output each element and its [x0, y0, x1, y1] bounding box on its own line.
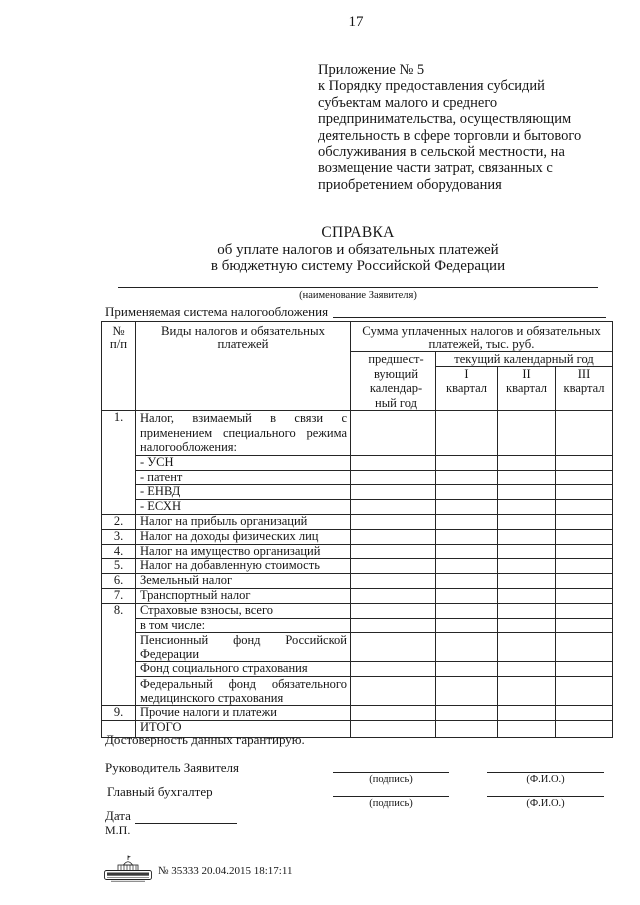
amount-q1-cell	[436, 720, 498, 737]
row-number: 8.	[102, 603, 136, 705]
tax-type-cell: Фонд социального страхования	[136, 662, 351, 677]
appendix-line: предпринимательства, осуществляющим	[318, 111, 572, 128]
header-text: календар-	[369, 381, 423, 395]
amount-q2-cell	[498, 633, 556, 662]
tax-type-cell: в том числе:	[136, 618, 351, 633]
amount-prev-year-cell	[351, 470, 436, 485]
amount-q3-cell	[556, 411, 613, 456]
table-row	[102, 514, 613, 529]
amount-q1-cell	[436, 411, 498, 456]
amount-q3-cell	[556, 485, 613, 500]
tax-type-cell: Земельный налог	[136, 574, 351, 589]
tax-type-cell: Страховые взносы, всего	[136, 603, 351, 618]
header-text: Виды налогов и обязательных	[161, 324, 325, 338]
tax-type-cell	[136, 676, 351, 705]
total-label-cell: ИТОГО	[136, 720, 351, 737]
tax-type-line: Пенсионный фонд Российской	[140, 633, 347, 647]
amount-q1-cell	[436, 633, 498, 662]
row-number: 9.	[102, 705, 136, 720]
amount-q3-cell	[556, 470, 613, 485]
amount-prev-year-cell	[351, 499, 436, 514]
appendix-line: деятельность в сфере торговли и бытового	[318, 127, 582, 144]
header-number-cell	[102, 322, 136, 411]
building-emblem-icon	[103, 855, 153, 882]
header-tax-type-cell	[136, 322, 351, 411]
amount-q2-cell	[498, 589, 556, 604]
table-row	[102, 529, 613, 544]
tax-type-cell: Налог на доходы физических лиц	[136, 529, 351, 544]
tax-type-line: налогообложения:	[140, 440, 237, 454]
header-q2-cell	[498, 367, 556, 411]
row-number: 5.	[102, 559, 136, 574]
amount-q1-cell	[436, 705, 498, 720]
amount-q3-cell	[556, 499, 613, 514]
tax-type-cell	[136, 411, 351, 456]
tax-type-line: Налог, взимаемый в связи с	[140, 411, 347, 425]
row-number: 1.	[102, 411, 136, 515]
tax-type-cell	[136, 633, 351, 662]
amount-q1-cell	[436, 603, 498, 618]
amount-q3-cell	[556, 676, 613, 705]
amount-q3-cell	[556, 720, 613, 737]
table-row	[102, 705, 613, 720]
amount-q1-cell	[436, 589, 498, 604]
amount-q3-cell	[556, 618, 613, 633]
amount-q1-cell	[436, 676, 498, 705]
amount-prev-year-cell	[351, 456, 436, 471]
table-row	[102, 470, 613, 485]
row-number: 6.	[102, 574, 136, 589]
signature-caption: (подпись)	[369, 774, 413, 785]
amount-prev-year-cell	[351, 589, 436, 604]
amount-prev-year-cell	[351, 618, 436, 633]
amount-q2-cell	[498, 470, 556, 485]
amount-q3-cell	[556, 559, 613, 574]
amount-q3-cell	[556, 589, 613, 604]
tax-type-line: Федерации	[140, 647, 200, 661]
applicant-name-field	[118, 287, 598, 288]
amount-q2-cell	[498, 720, 556, 737]
amount-prev-year-cell	[351, 676, 436, 705]
header-text: №	[112, 324, 125, 338]
head-signature-field	[333, 772, 449, 773]
amount-prev-year-cell	[351, 514, 436, 529]
header-text: п/п	[109, 337, 128, 351]
amount-q2-cell	[498, 499, 556, 514]
table-row	[102, 485, 613, 500]
amount-prev-year-cell	[351, 720, 436, 737]
date-field	[135, 823, 237, 824]
accountant-signature-field	[333, 796, 449, 797]
tax-system-field	[333, 317, 606, 318]
tax-type-line: Федеральный фонд обязательного	[140, 676, 347, 691]
amount-q2-cell	[498, 662, 556, 677]
row-number: 3.	[102, 529, 136, 544]
header-text: платежей, тыс. руб.	[428, 337, 535, 351]
row-number: 4.	[102, 544, 136, 559]
amount-q3-cell	[556, 633, 613, 662]
name-caption: (Ф.И.О.)	[526, 798, 565, 809]
header-current-year-cell: текущий календарный год	[436, 352, 613, 367]
header-text: III	[577, 367, 591, 382]
header-text: Сумма уплаченных налогов и обязательных	[362, 324, 601, 338]
table-row	[102, 633, 613, 662]
document-title-block	[118, 225, 598, 275]
tax-type-cell: Налог на добавленную стоимость	[136, 559, 351, 574]
appendix-line: возмещение части затрат, связанных с	[318, 160, 553, 177]
header-prev-year-cell	[351, 352, 436, 411]
header-text: квартал	[506, 381, 547, 396]
appendix-line: Приложение № 5	[318, 62, 425, 78]
amount-q2-cell	[498, 705, 556, 720]
table-row	[102, 559, 613, 574]
table-row	[102, 662, 613, 677]
amount-q2-cell	[498, 456, 556, 471]
registration-stamp-text: № 35333 20.04.2015 18:17:11	[158, 865, 293, 877]
amount-q3-cell	[556, 574, 613, 589]
amount-q2-cell	[498, 676, 556, 705]
tax-type-cell: - патент	[136, 470, 351, 485]
header-text: предшест-	[368, 352, 424, 366]
amount-prev-year-cell	[351, 633, 436, 662]
document-subtitle-line: в бюджетную систему Российской Федерации	[210, 258, 506, 274]
amount-q3-cell	[556, 514, 613, 529]
amount-q1-cell	[436, 618, 498, 633]
amount-prev-year-cell	[351, 705, 436, 720]
tax-type-cell: Налог на прибыль организаций	[136, 514, 351, 529]
head-name-field	[487, 772, 604, 773]
header-q3-cell	[556, 367, 613, 411]
amount-q2-cell	[498, 485, 556, 500]
table-row	[102, 499, 613, 514]
tax-type-cell: Налог на имущество организаций	[136, 544, 351, 559]
amount-q2-cell	[498, 514, 556, 529]
row-number: 2.	[102, 514, 136, 529]
tax-type-cell: - ЕНВД	[136, 485, 351, 500]
header-q1-cell	[436, 367, 498, 411]
tax-type-cell: Транспортный налог	[136, 589, 351, 604]
amount-q3-cell	[556, 544, 613, 559]
tax-type-cell: Прочие налоги и платежи	[136, 705, 351, 720]
appendix-line: приобретением оборудования	[318, 176, 502, 193]
tax-type-line: медицинского страхования	[140, 690, 284, 705]
appendix-line: к Порядку предоставления субсидий	[318, 78, 545, 95]
name-caption: (Ф.И.О.)	[526, 774, 565, 785]
amount-q2-cell	[498, 411, 556, 456]
row-number: 7.	[102, 589, 136, 604]
amount-q3-cell	[556, 705, 613, 720]
accountant-name-field	[487, 796, 604, 797]
table-row	[102, 456, 613, 471]
amount-prev-year-cell	[351, 544, 436, 559]
amount-q2-cell	[498, 544, 556, 559]
tax-system-label: Применяемая система налогообложения	[105, 304, 329, 319]
document-title: СПРАВКА	[321, 224, 395, 241]
header-text: ный год	[375, 395, 417, 410]
header-text: вующий	[373, 366, 419, 381]
table-row	[102, 574, 613, 589]
amount-q2-cell	[498, 603, 556, 618]
amount-q1-cell	[436, 559, 498, 574]
amount-q3-cell	[556, 662, 613, 677]
amount-q2-cell	[498, 559, 556, 574]
appendix-line: субъектам малого и среднего	[318, 94, 498, 111]
amount-q2-cell	[498, 529, 556, 544]
amount-q1-cell	[436, 499, 498, 514]
applicant-name-caption: (наименование Заявителя)	[299, 290, 417, 301]
table-row	[102, 544, 613, 559]
tax-payments-table	[101, 321, 613, 738]
date-label: Дата	[105, 808, 131, 823]
amount-q1-cell	[436, 529, 498, 544]
table-header-row	[102, 322, 613, 352]
header-text: платежей	[217, 337, 269, 351]
appendix-line: обслуживания в сельской местности, на	[318, 144, 565, 161]
table-row	[102, 411, 613, 456]
head-signature-label: Руководитель Заявителя	[105, 760, 240, 775]
amount-q1-cell	[436, 470, 498, 485]
guarantee-statement: Достоверность данных гарантирую.	[105, 732, 305, 747]
appendix-note	[318, 62, 581, 193]
header-text: I	[464, 367, 469, 382]
tax-type-line: применением специального режима	[140, 425, 347, 440]
amount-q1-cell	[436, 662, 498, 677]
amount-q3-cell	[556, 456, 613, 471]
amount-prev-year-cell	[351, 411, 436, 456]
table-row	[102, 676, 613, 705]
amount-q2-cell	[498, 574, 556, 589]
header-sum-cell	[351, 322, 613, 352]
amount-q1-cell	[436, 514, 498, 529]
header-text: квартал	[446, 381, 487, 396]
header-text: квартал	[563, 381, 605, 396]
table-row	[102, 589, 613, 604]
tax-type-cell: - ЕСХН	[136, 499, 351, 514]
amount-q1-cell	[436, 544, 498, 559]
page-number: 17	[348, 14, 364, 30]
table-row	[102, 618, 613, 633]
tax-type-cell: - УСН	[136, 456, 351, 471]
amount-q1-cell	[436, 574, 498, 589]
table-row	[102, 603, 613, 618]
amount-prev-year-cell	[351, 603, 436, 618]
stamp-place-label: М.П.	[105, 823, 131, 837]
accountant-signature-label: Главный бухгалтер	[107, 784, 213, 799]
signature-caption: (подпись)	[369, 798, 413, 809]
amount-prev-year-cell	[351, 485, 436, 500]
amount-q2-cell	[498, 618, 556, 633]
amount-q1-cell	[436, 456, 498, 471]
header-text: II	[522, 367, 531, 382]
amount-prev-year-cell	[351, 559, 436, 574]
amount-q3-cell	[556, 529, 613, 544]
amount-q1-cell	[436, 485, 498, 500]
amount-q3-cell	[556, 603, 613, 618]
amount-prev-year-cell	[351, 529, 436, 544]
amount-prev-year-cell	[351, 662, 436, 677]
amount-prev-year-cell	[351, 574, 436, 589]
document-subtitle-line: об уплате налогов и обязательных платежей	[217, 241, 499, 258]
